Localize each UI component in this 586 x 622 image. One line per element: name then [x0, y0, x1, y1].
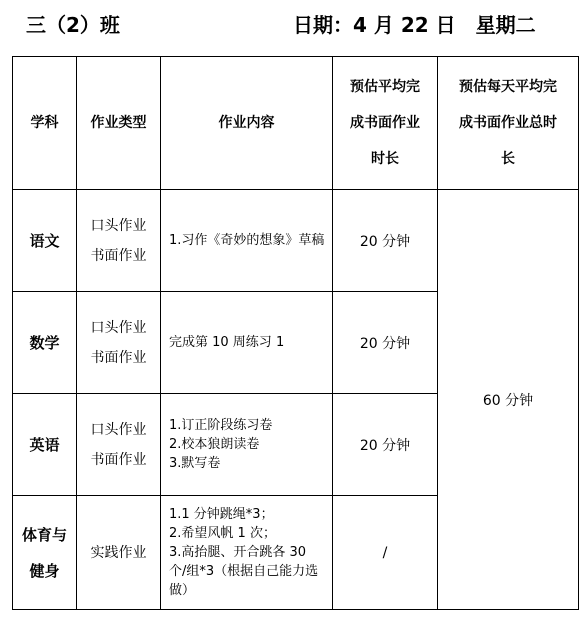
content-cell: 1.订正阶段练习卷 2.校本狼朗读卷 3.默写卷	[161, 394, 333, 496]
table-row	[13, 190, 579, 292]
header-content: 作业内容	[161, 57, 333, 190]
homework-table	[12, 56, 579, 610]
class-name: 三（2）班	[26, 13, 120, 37]
type-cell: 口头作业 书面作业	[77, 190, 161, 292]
subject-cell: 体育与 健身	[13, 496, 77, 610]
content-cell: 1.1 分钟跳绳*3； 2.希望风帆 1 次； 3.高抬腿、开合跳各 30 个/组*3（根据自己能力选做）	[161, 496, 333, 610]
header-type: 作业类型	[77, 57, 161, 190]
type-cell: 口头作业 书面作业	[77, 292, 161, 394]
time-cell: 20 分钟	[333, 190, 438, 292]
time-cell: 20 分钟	[333, 394, 438, 496]
header-daily-total: 预估每天平均完 成书面作业总时 长	[438, 57, 579, 190]
subject-cell: 数学	[13, 292, 77, 394]
subject-cell: 语文	[13, 190, 77, 292]
header-per-subject-time: 预估平均完 成书面作业 时长	[333, 57, 438, 190]
date-text: 日期：4 月 22 日 星期二	[293, 13, 536, 37]
header-subject: 学科	[13, 57, 77, 190]
header-row	[13, 57, 579, 190]
type-cell: 口头作业 书面作业	[77, 394, 161, 496]
content-cell: 1.习作《奇妙的想象》草稿	[161, 190, 333, 292]
time-cell: /	[333, 496, 438, 610]
subject-cell: 英语	[13, 394, 77, 496]
daily-total-cell: 60 分钟	[438, 190, 579, 610]
type-cell: 实践作业	[77, 496, 161, 610]
time-cell: 20 分钟	[333, 292, 438, 394]
content-cell: 完成第 10 周练习 1	[161, 292, 333, 394]
